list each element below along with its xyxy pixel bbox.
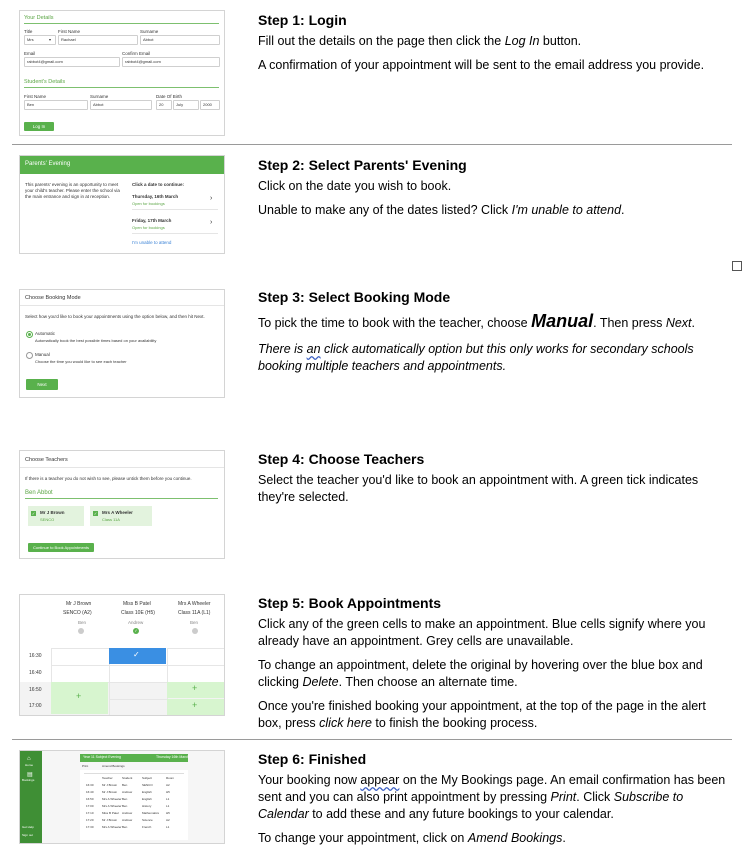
step6-screenshot [19, 750, 225, 844]
step3-para1: To pick the time to book with the teacher, choose Manual. Then press Next. [258, 311, 696, 331]
your-details-heading: Your Details [24, 15, 54, 21]
step4-title: Step 4: Choose Teachers [258, 451, 425, 467]
checkbox-checked-icon[interactable]: ✓ [93, 511, 98, 516]
available-cell[interactable] [51, 682, 108, 714]
intro-text: This parents' evening is an opportunity to meet your child's teacher. Please enter the school via the main entrance and sign in at reception. [25, 182, 120, 199]
dob-year-select[interactable]: 2000 [200, 100, 220, 110]
bookings-icon: ▤ [27, 772, 33, 778]
step1-para2: A confirmation of your appointment will be sent to the email address you provide. [258, 58, 705, 72]
automatic-desc: Automatically book the best possible times based on your availability [35, 338, 157, 343]
chevron-right-icon: › [210, 195, 213, 202]
continue-button[interactable]: Continue to Book Appointments [28, 543, 94, 552]
surname-label: Surname [140, 29, 159, 34]
student-first-name-label: First Name [24, 94, 47, 99]
divider [20, 467, 224, 468]
date-option-1[interactable]: Thursday, 16th March Open for bookings › [132, 191, 218, 210]
checkbox-checked-icon[interactable]: ✓ [31, 511, 36, 516]
step1-para1: Fill out the details on the page then click the Log In button. [258, 34, 582, 48]
confirm-email-input[interactable]: rabbot4@gmail.com [122, 57, 220, 67]
step2-title: Step 2: Select Parents' Evening [258, 157, 467, 173]
divider [20, 305, 224, 306]
teacher-card-brown[interactable]: ✓ Mr J Brown SENCO [28, 506, 84, 526]
title-select[interactable]: Mrs ▾ [24, 35, 56, 45]
step5-para2: To change an appointment, delete the original by hovering over the blue box and clicking Delete. Then choose an alternate time. [258, 658, 703, 689]
student-surname-label: Surname [90, 94, 109, 99]
manual-desc: Choose the time you would like to see each teacher [35, 359, 127, 364]
print-button[interactable]: Print [82, 764, 89, 768]
teacher-headers: Mr J Brown SENCO (A2) Ben Miss B Patel Class 10E (H5) Andrew ✓ Mrs A Wheeler Class 11A (L1) Ben [63, 601, 211, 633]
divider [12, 739, 732, 740]
automatic-label: Automatic [35, 331, 56, 336]
student-name: Ben Abbot [25, 490, 53, 496]
parents-evening-header: Parents' Evening [25, 161, 71, 167]
student-first-name-input[interactable]: Ben [24, 100, 88, 110]
step6-para1: Your booking now appear on the My Bookings page. An email confirmation has been sent and you can also print appointment by pressing Print. Click Subscribe to Calendar to add these and any future bookings to your calendar. [258, 773, 726, 821]
plus-icon: + [76, 691, 82, 701]
teacher-card-wheeler[interactable]: ✓ Mrs A Wheeler Class 11A [90, 506, 152, 526]
divider [12, 144, 732, 145]
choose-teachers-instruction: If there is a teacher you do not wish to see, please untick them before you continue. [25, 476, 192, 481]
step6-title: Step 6: Finished [258, 751, 367, 767]
step4-screenshot [19, 450, 225, 559]
time-label: 16:40 [29, 670, 42, 676]
automatic-radio[interactable] [26, 331, 33, 338]
next-button[interactable]: Next [26, 379, 58, 390]
bookings-table: Teacher Student Subject Room 16:30 Mr J Brown Ben SENCO A2 16:40 Mr J Brown Andrew English H5 16:50 Mrs A Wheeler Ben English L1 17:00 Mrs A Wheeler Ben History L1 17:10 Miss B Patel Andrew Mathematics H5 17:20 Mr J Brown Andrew Science A2 17:30 Mrs A Wheeler Ben French L1 [80, 770, 188, 840]
grey-cell [109, 699, 168, 716]
page-corner-marker [732, 261, 742, 271]
home-icon: ⌂ [27, 756, 31, 762]
divider [24, 87, 219, 88]
manual-label: Manual [35, 352, 50, 357]
step2-para2: Unable to make any of the dates listed? Click I'm unable to attend. [258, 203, 625, 217]
divider [25, 498, 218, 499]
step5-para3: Once you're finished booking your appointment, at the top of the page in the alert box, press click here to finish the booking process. [258, 699, 706, 730]
grey-cell [167, 665, 225, 683]
first-name-label: First Name [58, 29, 81, 34]
step2-screenshot [19, 155, 225, 254]
dob-label: Date Of Birth [156, 94, 183, 99]
booked-cell[interactable] [109, 648, 166, 664]
time-label: 16:30 [29, 653, 42, 659]
step5-screenshot [19, 594, 225, 716]
manual-radio[interactable] [26, 352, 33, 359]
dob-day-select[interactable]: 20 [156, 100, 172, 110]
step2-para1: Click on the date you wish to book. [258, 179, 452, 193]
grey-cell [109, 665, 168, 683]
dob-month-select[interactable]: July [173, 100, 199, 110]
available-cell[interactable] [167, 682, 224, 698]
title-label: Title [24, 29, 33, 34]
chevron-right-icon: › [210, 219, 213, 226]
students-details-heading: Student's Details [24, 79, 66, 85]
time-label: 17:00 [29, 703, 42, 709]
grey-cell [51, 665, 110, 683]
unable-to-attend-link[interactable]: I'm unable to attend [132, 240, 172, 245]
available-cell[interactable] [167, 699, 224, 715]
grey-cell [109, 682, 168, 700]
step6-para2: To change your appointment, click on Amend Bookings. [258, 831, 566, 845]
step5-title: Step 5: Book Appointments [258, 595, 442, 611]
status-grey-icon [78, 628, 84, 634]
step5-para1: Click any of the green cells to make an appointment. Blue cells signify where you already have an appointment. Grey cells are unavailable. [258, 617, 706, 648]
student-surname-input[interactable]: Abbot [90, 100, 152, 110]
grey-cell [167, 648, 225, 666]
grey-cell [51, 648, 110, 666]
booking-mode-header: Choose Booking Mode [25, 295, 81, 301]
booking-banner: Year 11 Subject Evening Thursday 16th March [80, 754, 188, 762]
step3-screenshot [19, 289, 225, 398]
plus-icon: + [192, 683, 198, 693]
login-button[interactable]: Log In [24, 122, 54, 131]
divider [24, 23, 219, 24]
status-check-icon: ✓ [134, 628, 138, 633]
plus-icon: + [192, 700, 198, 710]
date-option-2[interactable]: Friday, 17th March Open for bookings › [132, 215, 218, 234]
step3-para2: There is an click automatically option but this only works for secondary schools booking multiple teachers and appointments. [258, 342, 694, 373]
time-label: 16:50 [29, 687, 42, 693]
step3-title: Step 3: Select Booking Mode [258, 289, 451, 305]
check-icon: ✓ [133, 650, 140, 659]
confirm-email-label: Confirm Email [122, 51, 151, 56]
step4-para1: Select the teacher you'd like to book an appointment with. A green tick indicates they're selected. [258, 473, 699, 504]
step1-screenshot [19, 10, 225, 136]
email-input[interactable]: rabbot4@gmail.com [24, 57, 120, 67]
click-date-label: Click a date to continue: [132, 182, 185, 187]
surname-input[interactable]: Abbot [140, 35, 220, 45]
step1-title: Step 1: Login [258, 12, 347, 28]
email-label: Email [24, 51, 36, 56]
booking-mode-instruction: Select how you'd like to book your appointments using the option below, and then hit Next. [25, 314, 205, 319]
status-grey-icon [192, 628, 198, 634]
choose-teachers-header: Choose Teachers [25, 457, 68, 463]
sidebar: ⌂ Home ▤ Bookings Get Help Sign out [20, 751, 42, 843]
first-name-input[interactable]: Rachael [58, 35, 138, 45]
amend-bookings-button[interactable]: Amend Bookings [102, 764, 125, 768]
